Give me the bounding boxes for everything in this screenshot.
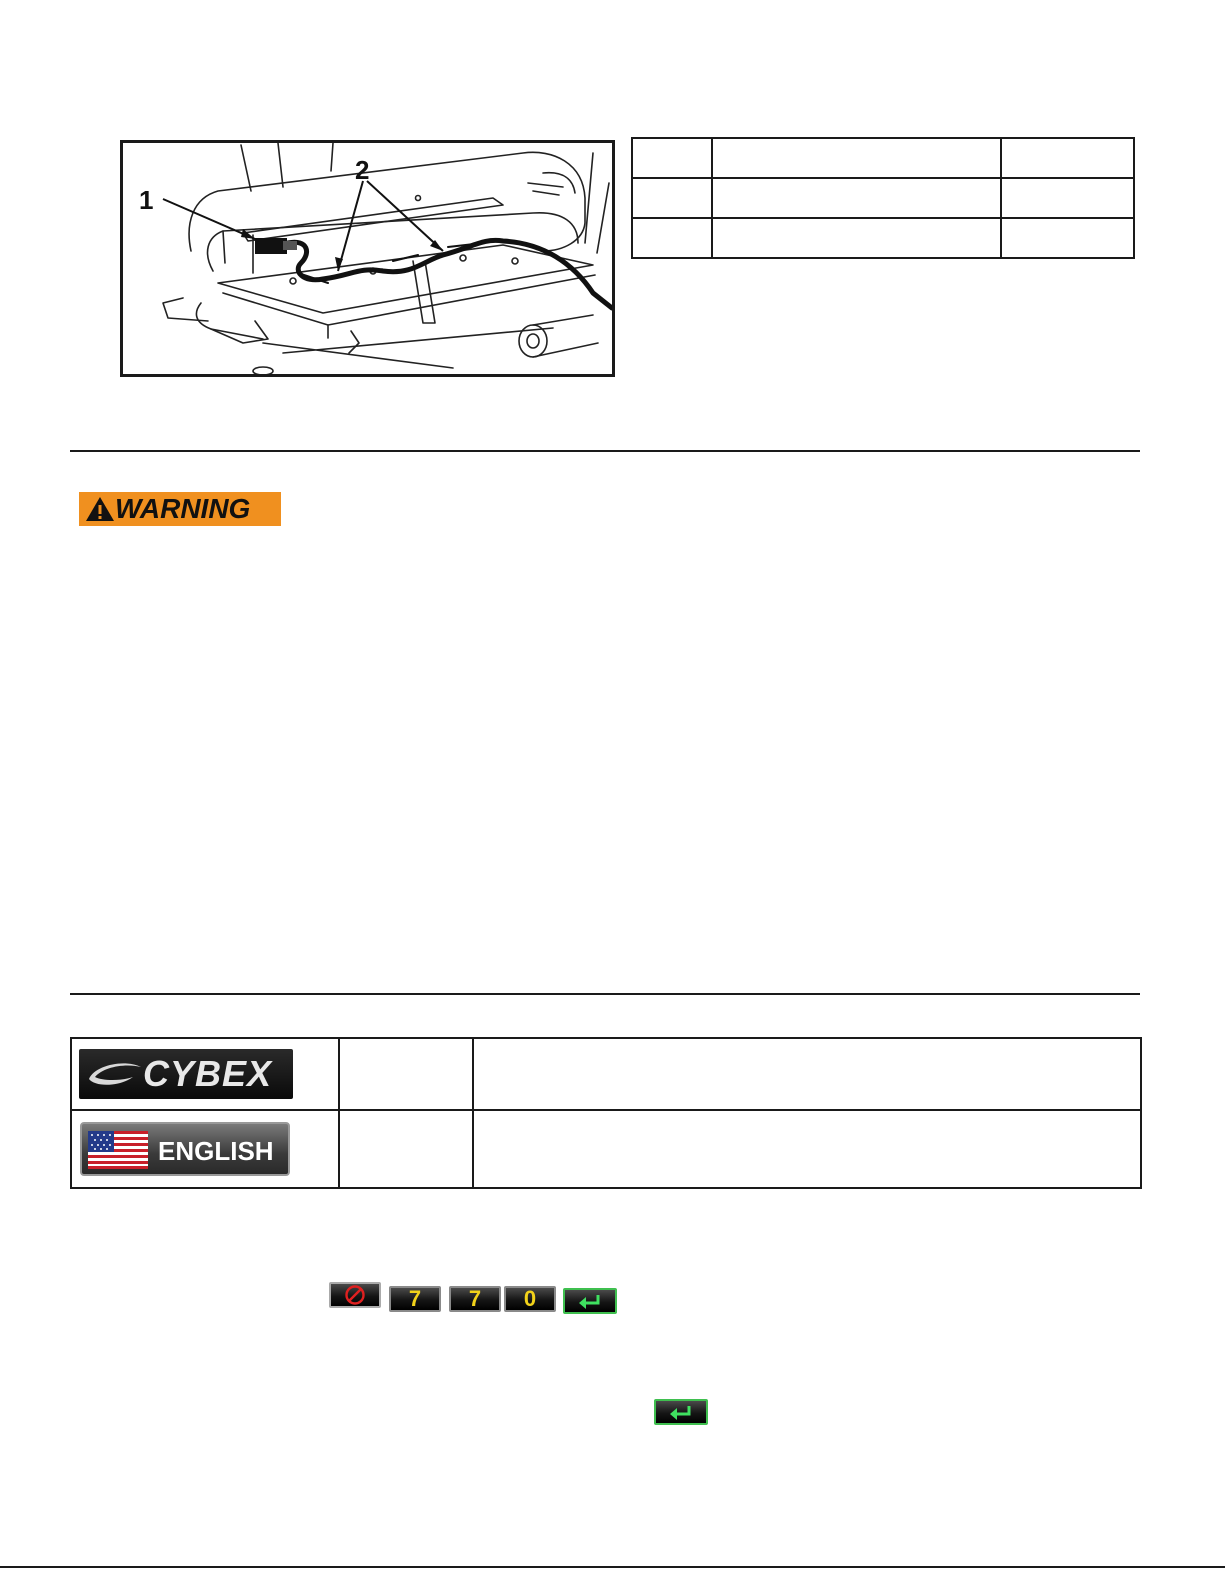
enter-icon: [576, 1293, 604, 1309]
table-cell: [71, 1038, 339, 1110]
callout-2: 2: [355, 155, 370, 185]
table-row: [71, 1110, 1141, 1188]
display-settings-table: [70, 1037, 1142, 1189]
enter-key[interactable]: [654, 1399, 708, 1425]
enter-key[interactable]: [563, 1288, 617, 1314]
section-divider: [70, 450, 1140, 452]
table-cell: [712, 178, 1001, 218]
digit-key[interactable]: 0: [504, 1286, 556, 1312]
table-cell: [1001, 138, 1134, 178]
table-row: [632, 138, 1134, 178]
table-cell: [473, 1110, 1141, 1188]
cybex-logo: [79, 1049, 293, 1099]
table-cell: [632, 138, 712, 178]
table-cell: [339, 1038, 473, 1110]
table-cell: [712, 138, 1001, 178]
table-row: [632, 218, 1134, 258]
brand-name: CYBEX: [143, 1053, 273, 1094]
clear-key[interactable]: [329, 1282, 381, 1308]
us-flag-icon: [88, 1131, 148, 1169]
page-bottom-rule: [0, 1566, 1225, 1568]
digit-key[interactable]: 7: [449, 1286, 501, 1312]
table-cell: [339, 1110, 473, 1188]
clear-icon: [342, 1284, 368, 1306]
enter-icon: [667, 1404, 695, 1420]
table-cell: [1001, 218, 1134, 258]
cybex-swoosh-icon: [85, 1061, 143, 1089]
warning-label: WARNING: [115, 493, 251, 524]
table-row: [632, 178, 1134, 218]
table-cell: [71, 1110, 339, 1188]
warning-badge: [79, 492, 281, 526]
section-divider: [70, 993, 1140, 995]
table-cell: [712, 218, 1001, 258]
cable-routing-figure: [120, 140, 615, 377]
parts-table: [631, 137, 1135, 259]
table-cell: [632, 218, 712, 258]
warning-triangle-icon: [85, 496, 115, 522]
language-label: ENGLISH: [158, 1136, 274, 1166]
table-row: [71, 1038, 1141, 1110]
table-cell: [1001, 178, 1134, 218]
digit-key[interactable]: 7: [389, 1286, 441, 1312]
table-cell: [632, 178, 712, 218]
english-language-button[interactable]: [80, 1122, 290, 1176]
table-cell: [473, 1038, 1141, 1110]
treadmill-illustration: [123, 143, 612, 374]
callout-1: 1: [139, 185, 154, 215]
